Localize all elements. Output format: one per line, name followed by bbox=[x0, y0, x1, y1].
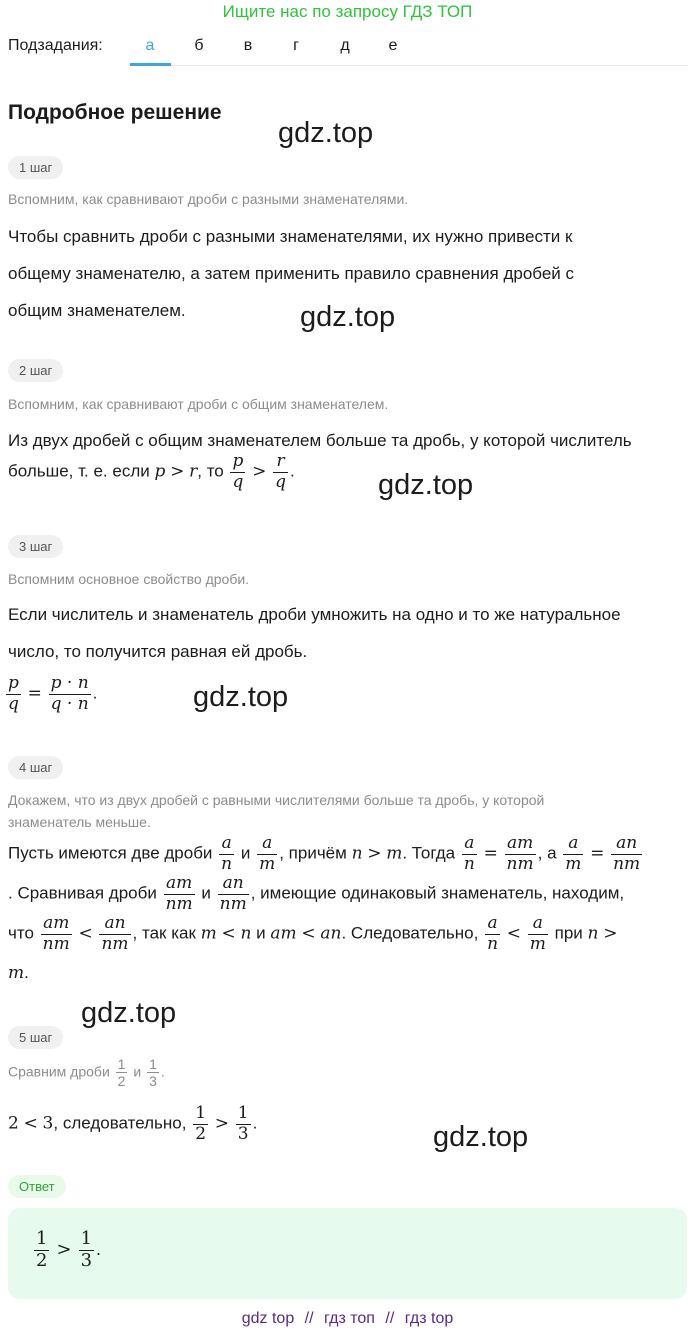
step-formula: $\frac{p}{q}$ = $\frac{p \cdot n}{q \cdot n}$ . bbox=[8, 673, 98, 714]
footer-link[interactable]: gdz top bbox=[241, 1310, 295, 1327]
section-title: Подробное решение bbox=[8, 101, 222, 124]
step-text: Чтобы сравнить дроби с разными знаменателями, их нужно привести к общему знаменателю, а затем применить правило сравнения дробей с общим знаменателем. bbox=[8, 227, 575, 320]
tab-e[interactable]: е bbox=[388, 37, 398, 54]
watermark: gdz.top bbox=[300, 301, 396, 333]
step-badge: 5 шаг bbox=[8, 1026, 63, 1049]
step-hint: Сравним дроби $\frac{1}{2}$ и $\frac{1}{3}$ . bbox=[8, 1056, 165, 1090]
footer-separator: // bbox=[304, 1310, 314, 1327]
step-badge: 3 шаг bbox=[8, 535, 63, 558]
top-banner: Ищите нас по запросу ГДЗ ТОП bbox=[222, 2, 473, 21]
step-badge: 4 шаг bbox=[8, 756, 63, 779]
tab-a[interactable]: а bbox=[145, 37, 155, 54]
watermark: gdz.top bbox=[278, 117, 374, 149]
step-badge: 1 шаг bbox=[8, 156, 63, 179]
step-text: Из двух дробей с общим знаменателем больше та дробь, у которой числитель bbox=[8, 431, 632, 450]
step-text-line: 2 < 3, следовательно, $\frac{1}{2}$ > $\frac{1}{3}$ . bbox=[8, 1103, 258, 1144]
step-hint: Докажем, что из двух дробей с равными числителями больше та дробь, у которой знаменатель меньше. bbox=[8, 792, 545, 830]
step-badge: 2 шаг bbox=[8, 359, 63, 382]
answer-box bbox=[8, 1208, 687, 1299]
step-text-line: . Сравнивая дроби $\frac{am}{nm}$ и $\frac{an}{nm}$ , имеющие одинаковый знаменатель, находим, bbox=[8, 873, 625, 914]
step-text-line: m. bbox=[8, 963, 29, 983]
answer-badge: Ответ bbox=[8, 1175, 66, 1198]
active-tab-indicator bbox=[130, 63, 171, 66]
tab-v[interactable]: в bbox=[243, 37, 253, 54]
answer-formula: $\frac{1}{2}$ > $\frac{1}{3}$ . bbox=[36, 1228, 102, 1271]
tabs-divider bbox=[130, 65, 687, 66]
tab-b[interactable]: б bbox=[194, 37, 204, 54]
watermark: gdz.top bbox=[378, 469, 474, 501]
step-text: Если числитель и знаменатель дроби умножить на одно и то же натуральное число, то получится равная ей дробь. bbox=[8, 605, 621, 661]
tab-d[interactable]: д bbox=[340, 37, 350, 54]
step-hint: Вспомним, как сравнивают дроби с общим знаменателем. bbox=[8, 396, 389, 412]
subtasks-label: Подзадания: bbox=[8, 37, 103, 54]
tab-g[interactable]: г bbox=[293, 37, 299, 54]
footer-link[interactable]: гдз top bbox=[404, 1310, 454, 1327]
step-text-line: Пусть имеются две дроби $\frac{a}{n}$ и $\frac{a}{m}$ , причём n > m. Тогда $\frac{a}{n}$ = $\frac{am}{nm}$ , а $\frac{a}{m}$ = $\frac{an}{nm}$ bbox=[8, 833, 641, 874]
watermark: gdz.top bbox=[193, 681, 289, 713]
watermark: gdz.top bbox=[81, 997, 177, 1029]
step-text-line: что $\frac{am}{nm}$ < $\frac{an}{nm}$ , так как m < n и am < an. Следовательно, $\frac{a}{n}$ < $\frac{a}{m}$ при n > bbox=[8, 913, 618, 954]
watermark: gdz.top bbox=[433, 1121, 529, 1153]
step-formula-line: больше, т. е. если p > r, то $\frac{p}{q}$ > $\frac{r}{q}$ . bbox=[8, 451, 295, 492]
step-hint: Вспомним основное свойство дроби. bbox=[8, 571, 250, 587]
footer-link[interactable]: гдз топ bbox=[324, 1310, 375, 1327]
footer-links bbox=[0, 1310, 695, 1328]
step-hint: Вспомним, как сравнивают дроби с разными знаменателями. bbox=[8, 191, 409, 207]
footer-separator: // bbox=[385, 1310, 395, 1327]
